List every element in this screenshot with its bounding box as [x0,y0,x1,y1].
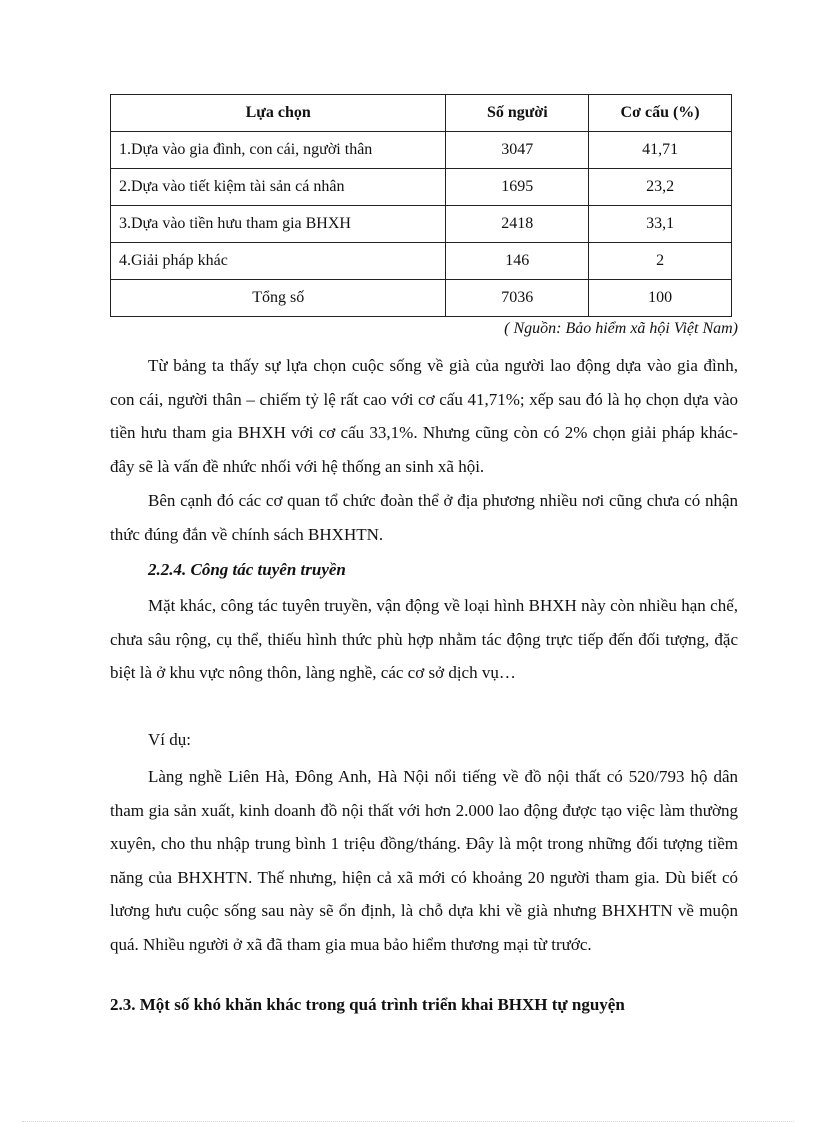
cell-choice: 4.Giải pháp khác [111,243,446,280]
header-people: Số người [446,95,589,132]
cell-share: 41,71 [589,132,732,169]
section-heading-2-3: 2.3. Một số khó khăn khác trong quá trình triển khai BHXH tự nguyện [110,995,625,1014]
cell-share: 23,2 [589,169,732,206]
paragraph-example: Làng nghề Liên Hà, Đông Anh, Hà Nội nổi tiếng về đồ nội thất có 520/793 hộ dân tham gia sản xuất, kinh doanh đồ nội thất với hơn 2.000 lao động được tạo việc làm thường xuyên, cho thu nhập trung bình 1 triệu đồng/tháng. Đây là một trong những đối tượng tiềm năng của BHXHTN. Thế nhưng, hiện cả xã mới có khoảng 20 người tham gia. Dù biết có lương hưu cuộc sống sau này sẽ ổn định, là chỗ dựa khi về già nhưng BHXHTN về muộn quá. Nhiều người ở xã đã tham gia mua bảo hiểm thương mại từ trước. [110,767,738,954]
page-bottom-divider [22,1121,794,1122]
total-share: 100 [589,280,732,317]
table-row [111,169,732,206]
table-total-row [111,280,732,317]
table-header-row [111,95,732,132]
cell-choice: 3.Dựa vào tiền hưu tham gia BHXH [111,206,446,243]
table-row [111,132,732,169]
cell-people: 1695 [446,169,589,206]
cell-choice: 1.Dựa vào gia đình, con cái, người thân [111,132,446,169]
total-people: 7036 [446,280,589,317]
header-choice: Lựa chọn [111,95,446,132]
retirement-choice-table [110,94,732,317]
table-source-note: ( Nguồn: Bảo hiểm xã hội Việt Nam) [504,320,738,337]
paragraph-propaganda: Mặt khác, công tác tuyên truyền, vận động về loại hình BHXH này còn nhiều hạn chế, chưa sâu rộng, cụ thể, thiếu hình thức phù hợp nhằm tác động trực tiếp đến đối tượng, đặc biệt là ở khu vực nông thôn, làng nghề, các cơ sở dịch vụ… [110,596,738,682]
cell-choice: 2.Dựa vào tiết kiệm tài sản cá nhân [111,169,446,206]
paragraph-organizations: Bên cạnh đó các cơ quan tổ chức đoàn thể ở địa phương nhiều nơi cũng chưa có nhận thức đúng đắn về chính sách BHXHTN. [110,491,738,544]
cell-people: 146 [446,243,589,280]
example-label: Ví dụ: [148,730,191,749]
header-share: Cơ cấu (%) [589,95,732,132]
total-label: Tổng số [111,280,446,317]
paragraph-analysis: Từ bảng ta thấy sự lựa chọn cuộc sống về già của người lao động dựa vào gia đình, con cái, người thân – chiếm tỷ lệ rất cao với cơ cấu 41,71%; xếp sau đó là họ chọn dựa vào tiền hưu tham gia BHXH với cơ cấu 33,1%. Nhưng cũng còn có 2% chọn giải pháp khác- đây sẽ là vấn đề nhức nhối với hệ thống an sinh xã hội. [110,356,738,476]
cell-share: 33,1 [589,206,732,243]
section-heading-2-2-4: 2.2.4. Công tác tuyên truyền [148,560,346,579]
cell-people: 3047 [446,132,589,169]
cell-people: 2418 [446,206,589,243]
cell-share: 2 [589,243,732,280]
table-row [111,206,732,243]
table-row [111,243,732,280]
